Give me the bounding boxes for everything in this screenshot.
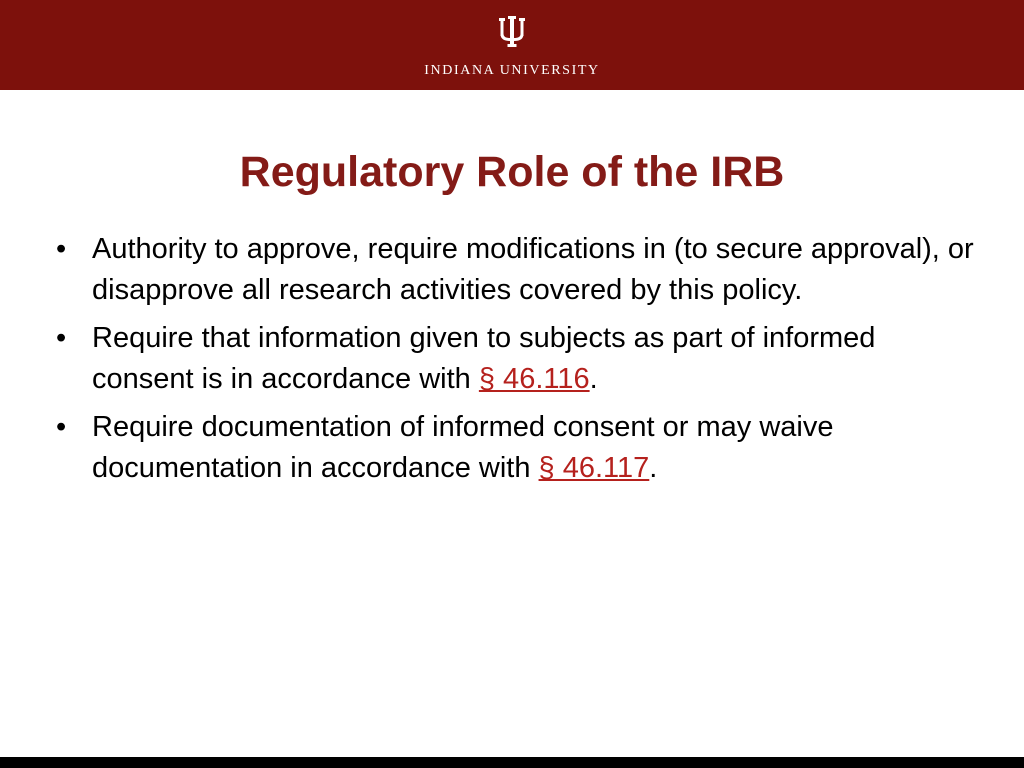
university-wordmark: INDIANA UNIVERSITY — [424, 63, 600, 78]
bullet-mark: • — [56, 322, 67, 354]
bottom-bar — [0, 757, 1024, 768]
section-46-116-link[interactable]: § 46.116 — [478, 363, 590, 395]
iu-trident-icon — [497, 16, 527, 50]
bullet-item-documentation — [56, 407, 976, 489]
bullet-punctuation: . — [589, 363, 598, 395]
bullet-item-authority — [56, 229, 976, 311]
slide-title: Regulatory Role of the IRB — [239, 148, 785, 196]
bullet-text: Authority to approve, require modifications in (to secure approval), or disapprove all research activities covered by this policy. — [92, 233, 974, 306]
section-46-117-link[interactable]: § 46.117 — [538, 452, 650, 484]
header-banner — [0, 0, 1024, 90]
bullet-punctuation: . — [649, 452, 658, 484]
bullet-text: Require documentation of informed consent or may waive documentation in accordance with — [92, 411, 834, 484]
bullet-item-informed-consent — [56, 318, 976, 400]
bullet-list — [56, 229, 976, 496]
bullet-text: Require that information given to subjects as part of informed consent is in accordance with — [92, 322, 876, 395]
bullet-mark: • — [56, 233, 67, 265]
bullet-mark: • — [56, 411, 67, 443]
